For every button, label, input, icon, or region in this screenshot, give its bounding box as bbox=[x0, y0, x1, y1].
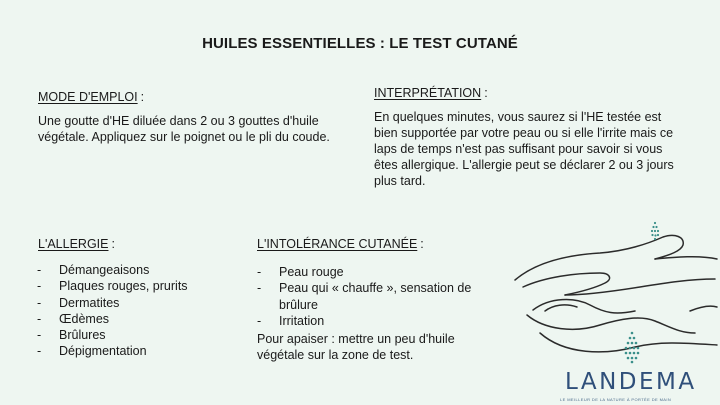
interpretation-line: êtes allergique. L'allergie peut se déclarer 2 ou 3 jours bbox=[374, 158, 674, 172]
mode-emploi-heading bbox=[38, 90, 144, 104]
droplet-icon bbox=[651, 222, 659, 240]
list-item: - Brûlures bbox=[33, 327, 188, 343]
list-item: - Plaques rouges, prurits bbox=[33, 278, 188, 294]
list-item bbox=[253, 280, 471, 313]
list-item: - Œdèmes bbox=[33, 311, 188, 327]
interpretation-line: laps de temps n'est pas suffisant pour savoir si vous bbox=[374, 142, 663, 156]
allergie-heading bbox=[38, 237, 115, 251]
list-item-text: Peau qui « chauffe », sensation de bbox=[279, 281, 472, 296]
list-item: - Dépigmentation bbox=[33, 343, 188, 359]
intolerance-heading-text: L'INTOLÉRANCE CUTANÉE bbox=[257, 237, 418, 251]
brand-tagline: LE MEILLEUR DE LA NATURE À PORTÉE DE MAIN bbox=[560, 397, 672, 402]
mode-emploi-heading-text: MODE D'EMPLOI bbox=[38, 90, 138, 104]
apaiser-line: végétale sur la zone de test. bbox=[257, 348, 414, 362]
list-item: - Irritation bbox=[253, 313, 471, 329]
interpretation-line: En quelques minutes, vous saurez si l'HE testée est bbox=[374, 110, 662, 124]
mode-emploi-line: Une goutte d'HE diluée dans 2 ou 3 gouttes d'huile bbox=[38, 114, 319, 128]
interpretation-line: plus tard. bbox=[374, 174, 426, 188]
allergie-list bbox=[33, 262, 188, 360]
interpretation-heading bbox=[374, 86, 488, 100]
list-item: - Démangeaisons bbox=[33, 262, 188, 278]
interpretation-colon: : bbox=[484, 86, 488, 100]
mode-emploi-line: végétale. Appliquez sur le poignet ou le pli du coude. bbox=[38, 130, 330, 144]
intolerance-colon: : bbox=[420, 237, 424, 251]
intolerance-list bbox=[253, 264, 471, 329]
list-item: - Dermatites bbox=[33, 295, 188, 311]
allergie-heading-text: L'ALLERGIE bbox=[38, 237, 109, 251]
intolerance-heading bbox=[257, 237, 424, 251]
page-title: HUILES ESSENTIELLES : LE TEST CUTANÉ bbox=[202, 35, 518, 52]
apaiser-text bbox=[257, 331, 455, 363]
list-item: - Peau rouge bbox=[253, 264, 471, 280]
interpretation-heading-text: INTERPRÉTATION bbox=[374, 86, 482, 100]
interpretation-text bbox=[374, 109, 674, 189]
apaiser-line: Pour apaiser : mettre un peu d'huile bbox=[257, 332, 455, 346]
mode-emploi-text bbox=[38, 113, 330, 145]
allergie-colon: : bbox=[111, 237, 115, 251]
brand-logo: LANDEMA bbox=[565, 369, 697, 395]
interpretation-line: bien supportée par votre peau ou si elle l'irrite mais ce bbox=[374, 126, 674, 140]
list-item-continuation: brûlure bbox=[279, 297, 318, 312]
mode-emploi-colon: : bbox=[140, 90, 145, 104]
